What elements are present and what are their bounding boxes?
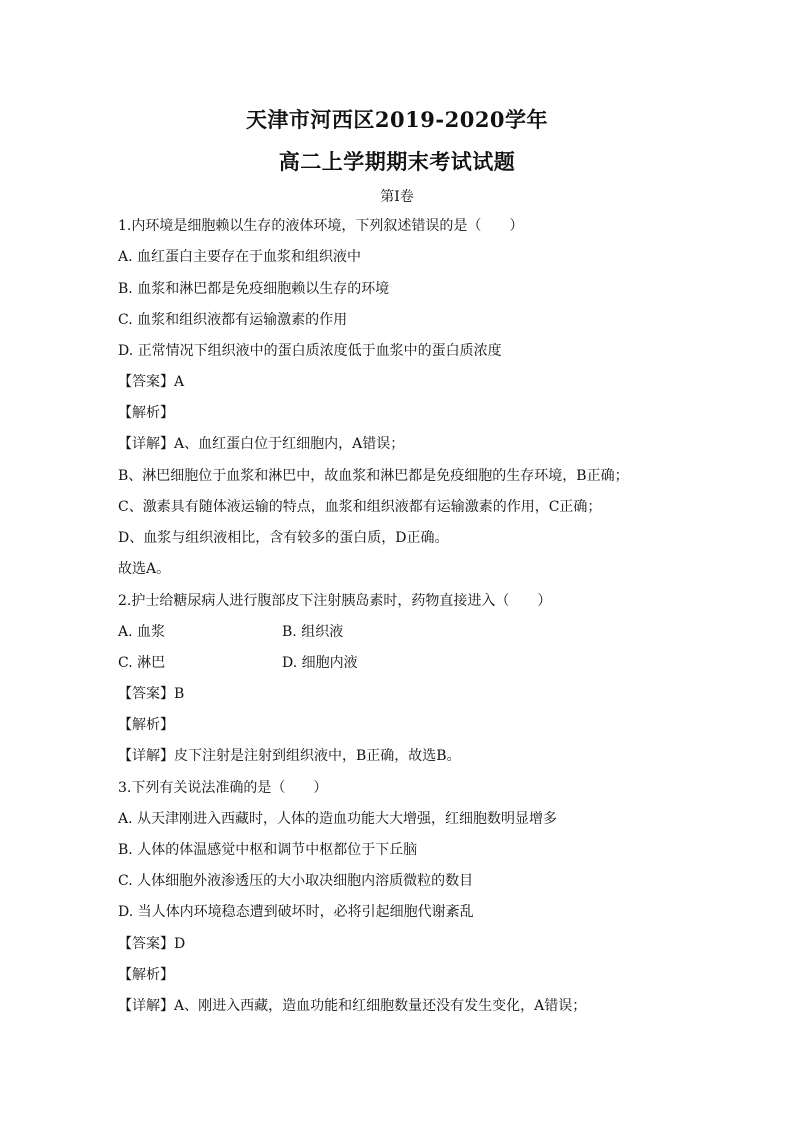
question-2-option-b: B. 组织液: [282, 624, 344, 640]
question-3-analysis-label: 【解析】: [118, 967, 174, 983]
question-2-detail-1: 【详解】皮下注射是注射到组织液中，B正确，故选B。: [118, 748, 461, 764]
question-1-analysis-label: 【解析】: [118, 405, 174, 421]
question-1-detail-2: B、淋巴细胞位于血浆和淋巴中，故血浆和淋巴都是免疫细胞的生存环境，B正确；: [118, 468, 629, 484]
question-3-answer: 【答案】D: [118, 936, 186, 952]
question-3-option-d: D. 当人体内环境稳态遭到破坏时，必将引起细胞代谢紊乱: [118, 904, 474, 920]
question-1-option-c: C. 血浆和组织液都有运输激素的作用: [118, 312, 348, 328]
question-1-detail-3: C、激素具有随体液运输的特点，血浆和组织液都有运输激素的作用，C正确；: [118, 499, 602, 515]
question-3-option-b: B. 人体的体温感觉中枢和调节中枢都位于下丘脑: [118, 842, 418, 858]
question-1-stem: 1.内环境是细胞赖以生存的液体环境，下列叙述错误的是（ ）: [118, 218, 524, 234]
section-heading: 第Ⅰ卷: [380, 189, 414, 205]
question-2-option-a: A. 血浆: [118, 624, 166, 640]
question-1-option-a: A. 血红蛋白主要存在于血浆和组织液中: [118, 249, 362, 265]
question-2-analysis-label: 【解析】: [118, 717, 174, 733]
question-3-detail-1: 【详解】A、刚进入西藏，造血功能和红细胞数量还没有发生变化，A错误；: [118, 998, 587, 1014]
title-line-2: 高二上学期期末考试试题: [278, 149, 516, 174]
question-1-option-d: D. 正常情况下组织液中的蛋白质浓度低于血浆中的蛋白质浓度: [118, 343, 502, 359]
question-2-option-c: C. 淋巴: [118, 655, 166, 671]
question-1-detail-4: D、血浆与组织液相比，含有较多的蛋白质，D正确。: [118, 530, 449, 546]
question-2-stem: 2.护士给糖尿病人进行腹部皮下注射胰岛素时，药物直接进入（ ）: [118, 593, 552, 609]
question-2-answer: 【答案】B: [118, 686, 185, 702]
question-1-answer: 【答案】A: [118, 374, 185, 390]
title-line-1: 天津市河西区2019-2020学年: [245, 107, 549, 132]
question-1-detail-1: 【详解】A、血红蛋白位于红细胞内，A错误；: [118, 436, 405, 452]
question-3-option-c: C. 人体细胞外液渗透压的大小取决细胞内溶质微粒的数目: [118, 873, 474, 889]
question-1-detail-5: 故选A。: [118, 561, 171, 577]
question-1-option-b: B. 血浆和淋巴都是免疫细胞赖以生存的环境: [118, 281, 390, 297]
question-2-option-d: D. 细胞内液: [282, 655, 358, 671]
question-3-stem: 3.下列有关说法准确的是（ ）: [118, 780, 328, 796]
question-3-option-a: A. 从天津刚进入西藏时，人体的造血功能大大增强，红细胞数明显增多: [118, 811, 558, 827]
